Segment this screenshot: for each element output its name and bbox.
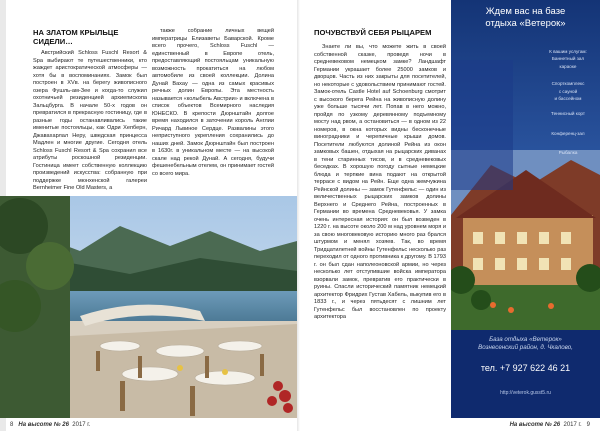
service-item: Рыбалка	[558, 150, 578, 156]
ad-url[interactable]: http://veterok.gusst5.ru	[500, 390, 551, 396]
lake-terrace-photo	[0, 196, 297, 418]
ad-phone: тел. +7 927 622 46 21	[480, 363, 571, 373]
article-column	[314, 44, 446, 412]
service-item: караоке	[559, 63, 577, 69]
service-item: Спорткомплекс	[551, 81, 585, 87]
issue-year: 2017 г.	[72, 422, 91, 428]
column-text: также собрание личных вещей императрицы Елизаветы Баварской. Кроме всего прочего, Schloss Fuschl — единственный в Европе отель, предоставляющий постояльцам уникальную возможность прокатиться на любом автомобиле из своей коллекции. Долина Дунай Вахау — одна из самых красивых речных долин Европы. Эта местность называется «колыбель Австрии» и включена в список объектов Всемирного наследия ЮНЕСКО. В крепости Дюрнштайн долгое время находился в заточении король Англии Ричард Львиное Сердце. Развалины этого неприступного укрепления сохранились до наших дней. Замок Дюрнштайн был построен в 1630г. в уникальном месте — на высокой скале над рекой Дунай. А сегодня, будучи фешенебельным отелем, он принимает гостей со всего мира.	[152, 28, 274, 177]
ad-headline	[451, 6, 600, 30]
service-item: Баннетный зал	[551, 56, 585, 62]
right-footer	[500, 419, 600, 431]
service-item: с сауной	[558, 88, 578, 94]
article-title: НА ЗЛАТОМ КРЫЛЬЦЕ СИДЕЛИ…	[33, 28, 119, 46]
ad-headline-line-2: отдыха «Ветерок»	[485, 18, 566, 29]
ad-address-line-2: Вознесенский район, д. Чкалово,	[478, 344, 573, 351]
service-item: К вашим услугам:	[549, 49, 587, 54]
lake-terrace-image	[0, 196, 297, 418]
service-item: Конференц-зал	[551, 130, 585, 136]
magazine-name: На высоте № 26	[509, 422, 561, 428]
article-title: ПОЧУВСТВУЙ СЕБЯ РЫЦАРЕМ	[314, 28, 432, 37]
ad-services-list	[539, 48, 597, 157]
ad-address	[451, 336, 600, 352]
article-column-1	[33, 50, 147, 196]
right-page	[300, 0, 600, 431]
ad-headline-line-1: Ждем вас на базе	[485, 6, 566, 17]
page-number: 8	[10, 422, 14, 428]
left-footer	[10, 419, 140, 431]
page-number: 9	[586, 422, 590, 428]
magazine-name: На высоте № 26	[18, 422, 69, 428]
ad-address-line-1: База отдыха «Ветерок»	[489, 336, 562, 343]
column-text: Австрийский Schloss Fuschl Resort & Spa выбирают те путешественники, кто жаждет аристократической атмосферы — хотя бы в воспоминаниях. Замок был построен в XVв. на берегу живописного озера Фушль-ам-Зее и когда-то служил охотничьей резиденцией архиепископа Зальцбурга. В начале 50-х годов он превратился в прекрасную гостиницу, где в разные годы останавливались такие именитые постояльцы, как Одри Хепберн, Джаваxарлал Неру, шведская принцесса Мадлен и многие другие. Сегодня отель Schloss Fuschl Resort & Spa сохранил все атрибуты роскошной резиденции. Гостиница имеет собственную коллекцию произведений искусства: собранную при поддержке мюнхенской галереи Bernheimer Fine Old Masters, а	[33, 50, 147, 191]
advertisement	[451, 0, 600, 418]
article-column-2	[152, 28, 274, 196]
service-item: Теннисный корт	[551, 111, 585, 117]
column-text: Знаете ли вы, что можете жить в своей собственной сказке, проведя ночи в средневековом немецком замке? Ландшафт Германии украшает более 25000 замков и дворцов. Часть из них закрыты для посетителей, но некоторые с удовольствием принимают гостей. Замок-отель Castle Hotel auf Schoenburg смотрит с высокого берега Рейна на живописную долину уже больше тысячи лет. Попав в него можно, пройдя по узкому деревянному подъемному мосту над рвом, а остановиться — в одном из 22 номеров, в окна которых видны бесконечные виноградники и черепичные крыши домов. Посетители любуются долиной Рейна из окон замковых башен, отдыхая на рыцарских диванах в тени старинных тисов, и в средневековых беседках. В хорошую погоду сытные немецкие блюда и терпкие вина подают на открытой террасе с видом на Рейн. Еще одна жемчужина Рейнской долины — замок Гутенфельс — один из величественных рыцарских замков долины Верхнего и Среднего Рейна, построенных в Германии во времена Средневековья. У замка очень интересная история: он был возведен в 1220 г. на высоте около 200 м над уровнем моря и за свою многовековую историю много раз брался штурмом и менял хозяев. Так, во время Тридцатилетней войны Гутенфельс несколько раз переходил от одного противника к другому. В 1793 г. он был сдан наполеоновской армии, но через несколько лет отступившие войска императора взорвали замок, превратив его практически в руины. Спасли исторический памятник немецкий архитектор Фридрих Густав Хабель, выкупив его в 1833 г., и через пятьдесят с лишним лет Гутенфельс был восстановлен по проекту архитектора	[314, 44, 446, 320]
service-item: и бассейном	[554, 96, 582, 102]
issue-year: 2017 г.	[563, 422, 582, 428]
